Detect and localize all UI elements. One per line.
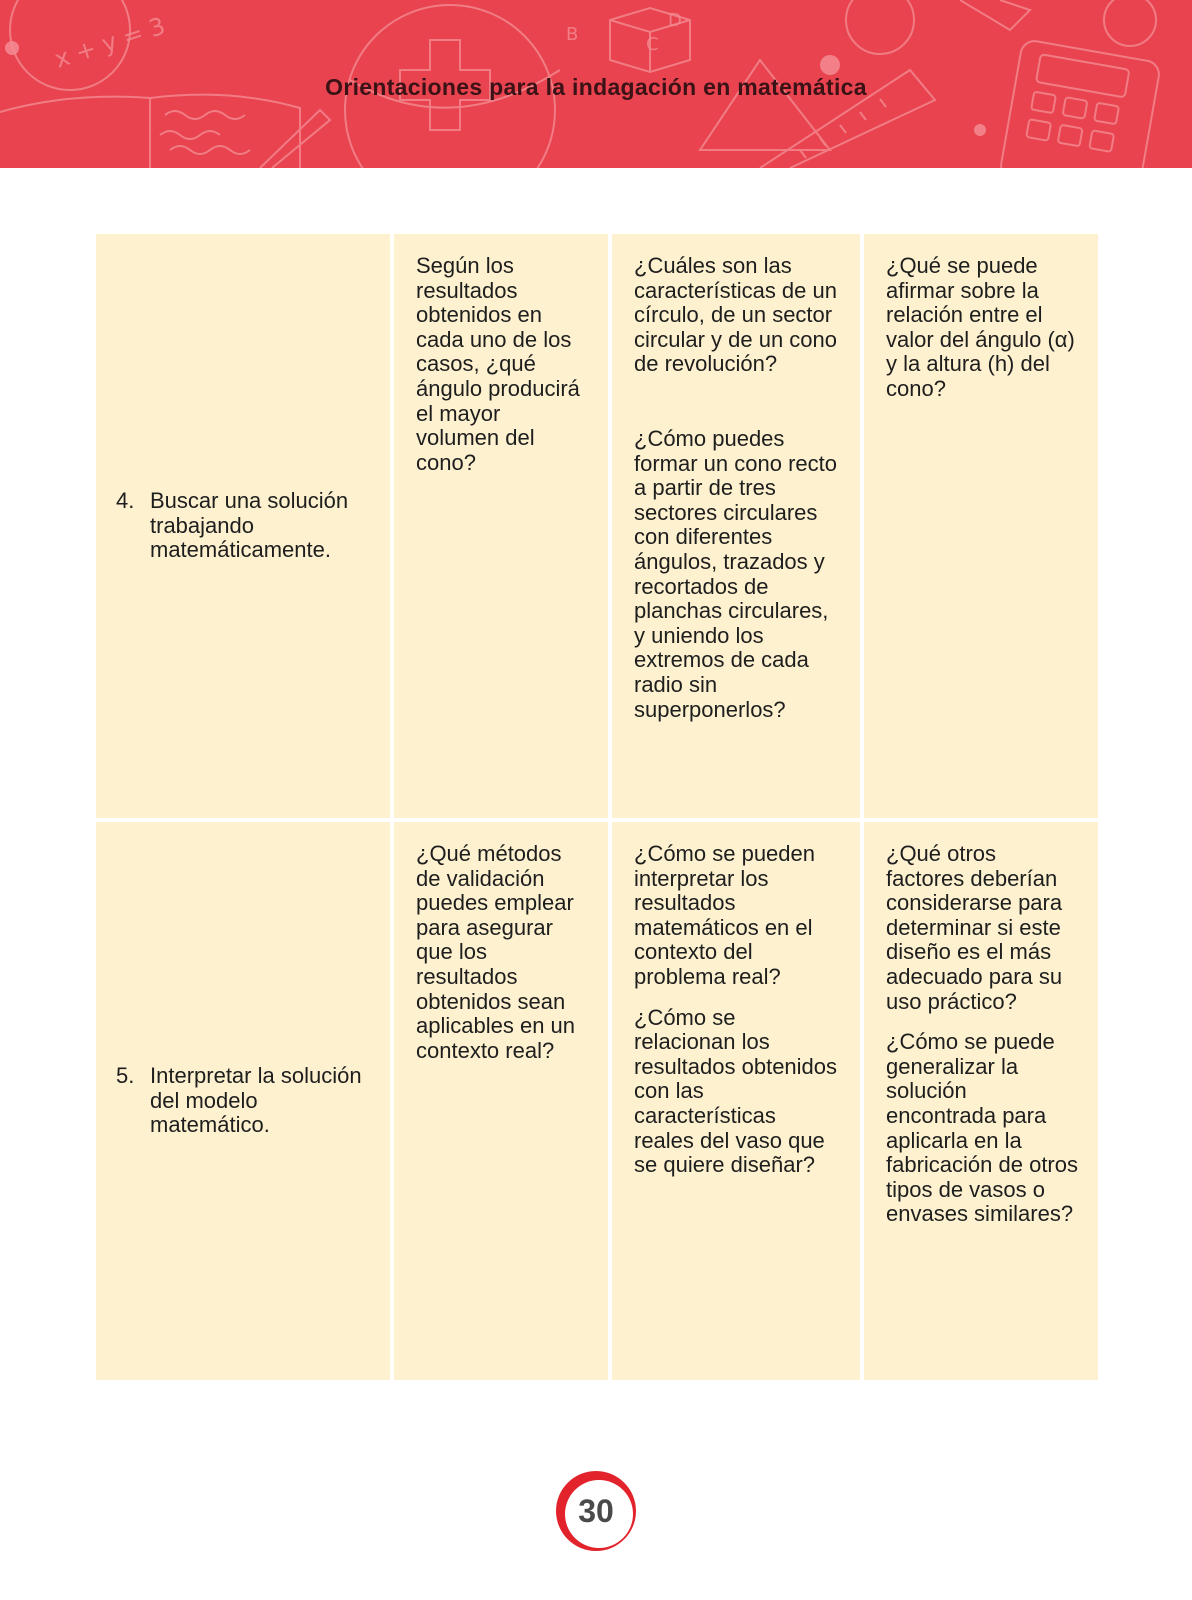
question-text: ¿Cómo se puede generalizar la solución encontrada para aplicarla en la fabricación de otros tipos de vasos o envases similares? [886, 1029, 1078, 1227]
question-text: ¿Qué métodos de validación puedes emplear para asegurar que los resultados obtenidos sean aplicables en un contexto real? [416, 841, 576, 1063]
inquiry-table [96, 234, 1096, 1386]
doodle-equation: x + y = 3 [51, 11, 169, 74]
table-cell-question [612, 822, 860, 1380]
step-number: 5. [116, 1063, 135, 1089]
table-cell-question [864, 822, 1098, 1380]
table-cell-step-label [96, 234, 390, 818]
question-text: ¿Qué se puede afirmar sobre la relación entre el valor del ángulo (α) y la altura (h) del cono? [886, 253, 1075, 401]
question-text: ¿Cuáles son las características de un círculo, de un sector circular y de un cono de revolución? [634, 253, 837, 377]
step-label: Buscar una solución trabajando matemáticamente. [150, 488, 349, 563]
doodle-letter-b: B [566, 24, 579, 45]
question-text: ¿Qué otros factores deberían considerarse para determinar si este diseño es el más adecuado para su uso práctico? [886, 841, 1063, 1014]
step-number: 4. [116, 488, 135, 514]
table-cell-step-label [96, 822, 390, 1380]
page-header [0, 0, 1192, 168]
table-cell-question [394, 822, 608, 1380]
question-text: ¿Cómo puedes formar un cono recto a partir de tres sectores circulares con diferentes ángulos, trazados y recortados de planchas circulares, y uniendo los extremos de cada radio sin superponerlos? [634, 425, 837, 722]
table-cell-question [864, 234, 1098, 818]
table-cell-question [612, 234, 860, 818]
question-text: ¿Cómo se relacionan los resultados obtenidos con las características reales del vaso que se quiere diseñar? [634, 1004, 838, 1178]
table-cell-question [394, 234, 608, 818]
question-text: ¿Cómo se pueden interpretar los resultados matemáticos en el contexto del problema real? [634, 841, 815, 989]
page-number: 30 [578, 1493, 614, 1529]
doodle-letter-c: C [646, 34, 659, 55]
doodle-letter-d: D [668, 10, 682, 31]
question-text: Según los resultados obtenidos en cada uno de los casos, ¿qué ángulo producirá el mayor volumen del cono? [416, 253, 580, 475]
page-title: Orientaciones para la indagación en matemática [325, 74, 867, 100]
step-label: Interpretar la solución del modelo matemático. [150, 1063, 362, 1138]
